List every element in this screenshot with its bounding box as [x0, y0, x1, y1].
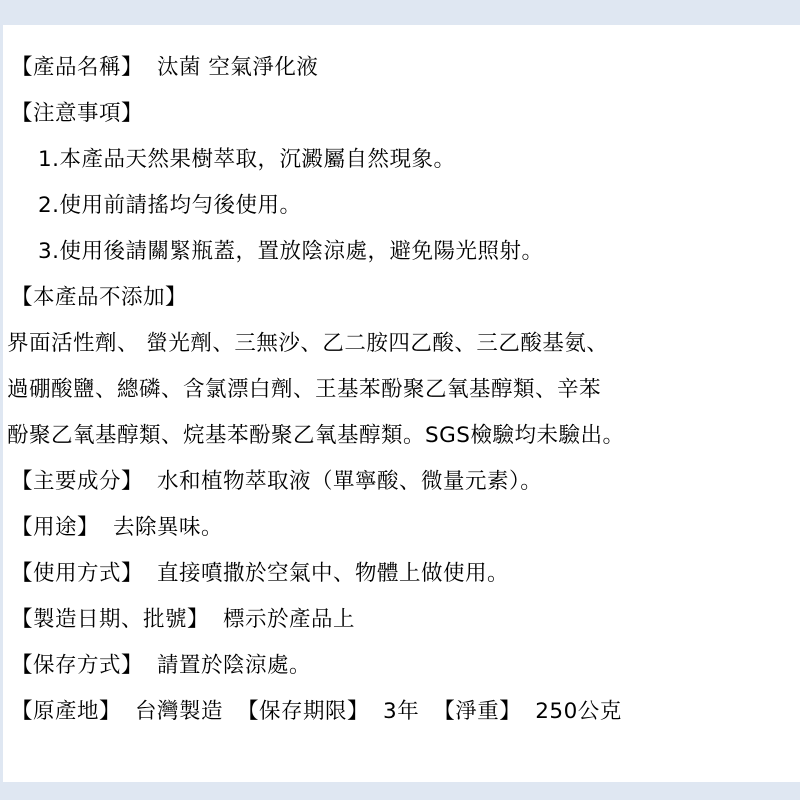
- ingredients-label: 【主要成分】: [11, 469, 144, 494]
- usage-value: 去除異味。: [113, 515, 224, 540]
- ingredients-row: [11, 467, 542, 497]
- origin-label: 【原產地】: [11, 699, 122, 724]
- method-row: [11, 559, 509, 589]
- note-item-1: 1.本產品天然果樹萃取，沉澱屬自然現象。: [38, 147, 456, 172]
- net-weight-label: 【淨重】: [433, 699, 522, 724]
- method-label: 【使用方式】: [11, 561, 144, 586]
- no-additives-line-2: 過硼酸鹽、總磷、含氯漂白劑、王基苯酚聚乙氧基醇類、辛苯: [7, 377, 602, 402]
- notes-label: 【注意事項】: [11, 101, 144, 126]
- shelf-life-value: 3年: [383, 699, 420, 724]
- no-additives-line-3: 酚聚乙氧基醇類、烷基苯酚聚乙氧基醇類。SGS檢驗均未驗出。: [7, 423, 625, 448]
- product-name-value: 汰菌 空氣淨化液: [157, 55, 319, 80]
- method-value: 直接噴撒於空氣中、物體上做使用。: [157, 561, 510, 586]
- no-additives-row: [11, 283, 187, 313]
- manufacture-label: 【製造日期、批號】: [11, 607, 210, 632]
- usage-label: 【用途】: [11, 515, 100, 540]
- storage-row: [11, 651, 311, 681]
- storage-label: 【保存方式】: [11, 653, 144, 678]
- ingredients-value: 水和植物萃取液（單寧酸、微量元素）。: [157, 469, 543, 494]
- product-info-panel: [3, 25, 800, 782]
- no-additives-label: 【本產品不添加】: [11, 285, 188, 310]
- product-name-row: [11, 53, 318, 83]
- note-item-2: 2.使用前請搖均勻後使用。: [38, 193, 302, 218]
- notes-row: [11, 99, 143, 129]
- no-additives-line-1: 界面活性劑、 螢光劑、三無沙、乙二胺四乙酸、三乙酸基氨、: [7, 331, 609, 356]
- origin-row: [11, 697, 622, 727]
- storage-value: 請置於陰涼處。: [157, 653, 312, 678]
- product-name-label: 【產品名稱】: [11, 55, 144, 80]
- manufacture-row: [11, 605, 355, 635]
- shelf-life-label: 【保存期限】: [237, 699, 370, 724]
- usage-row: [11, 513, 223, 543]
- origin-value: 台灣製造: [135, 699, 224, 724]
- net-weight-value: 250公克: [535, 699, 622, 724]
- manufacture-value: 標示於產品上: [223, 607, 356, 632]
- note-item-3: 3.使用後請關緊瓶蓋，置放陰涼處，避免陽光照射。: [38, 239, 544, 264]
